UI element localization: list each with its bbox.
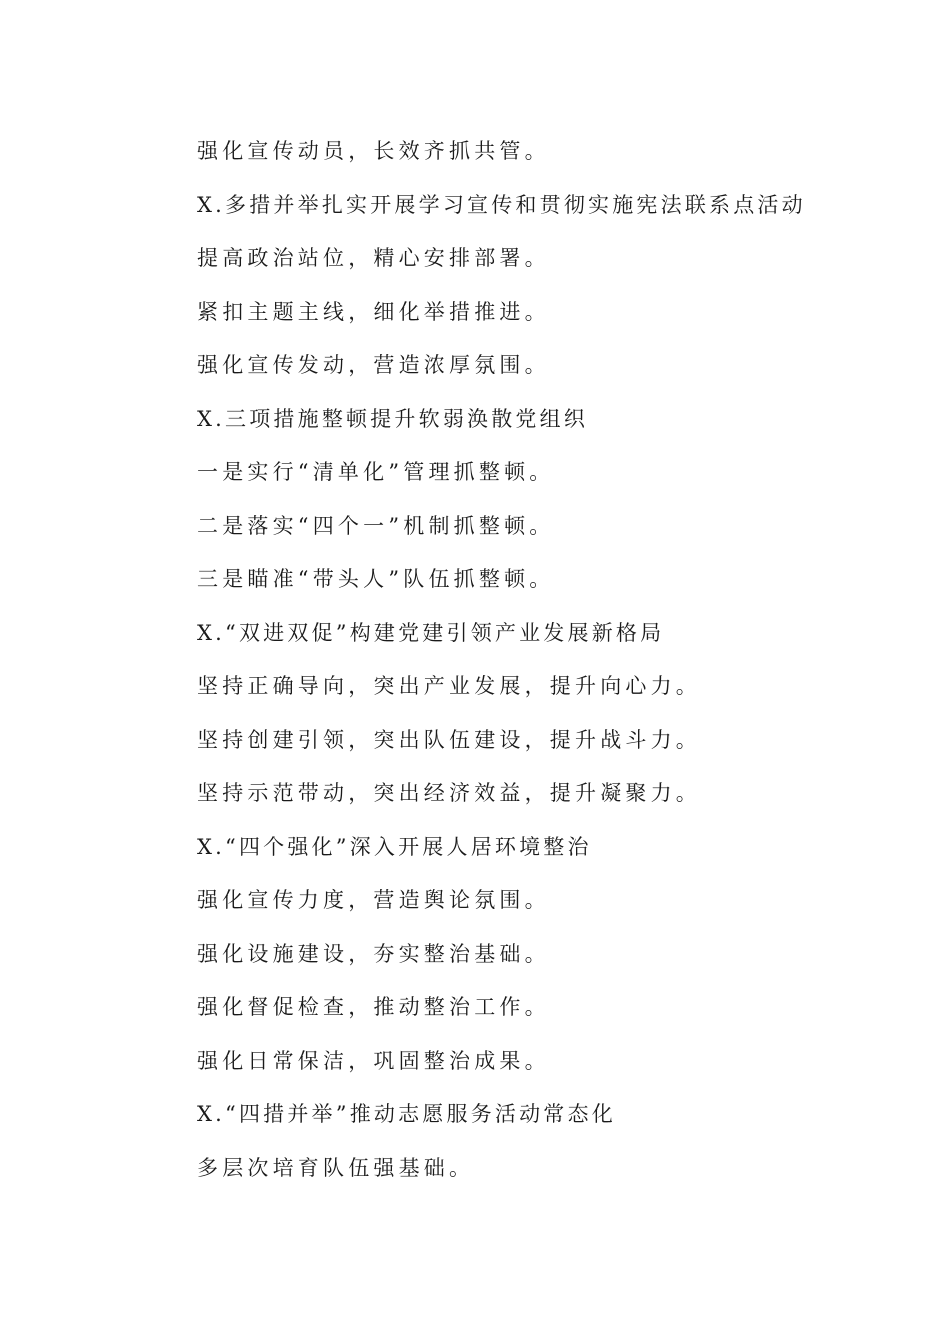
body-paragraph: 三是瞄准“带头人”队伍抓整顿。 <box>197 567 555 591</box>
body-paragraph: 坚持创建引领，突出队伍建设，提升战斗力。 <box>197 727 701 752</box>
body-paragraph: 坚持正确导向，突出产业发展，提升向心力。 <box>197 674 701 698</box>
section-heading: X.多措并举扎实开展学习宣传和贯彻实施宪法联系点活动 <box>197 192 806 217</box>
section-heading: X.“四措并举”推动志愿服务活动常态化 <box>197 1102 616 1126</box>
section-heading: X.“四个强化”深入开展人居环境整治 <box>197 834 592 859</box>
body-paragraph: 强化宣传发动，营造浓厚氛围。 <box>197 353 550 377</box>
body-paragraph: 一是实行“清单化”管理抓整顿。 <box>197 460 555 484</box>
body-paragraph: 强化设施建设，夯实整治基础。 <box>197 941 550 966</box>
section-heading: X.三项措施整顿提升软弱涣散党组织 <box>197 406 589 431</box>
body-paragraph: 强化日常保洁，巩固整治成果。 <box>197 1048 550 1073</box>
body-paragraph: 多层次培育队伍强基础。 <box>197 1155 475 1180</box>
body-paragraph: 提高政治站位，精心安排部署。 <box>197 246 550 270</box>
section-heading: X.“双进双促”构建党建引领产业发展新格局 <box>197 620 665 645</box>
document-body <box>197 133 897 1203</box>
body-paragraph: 强化宣传力度，营造舆论氛围。 <box>197 888 550 912</box>
body-paragraph: 紧扣主题主线，细化举措推进。 <box>197 299 550 324</box>
body-paragraph: 坚持示范带动，突出经济效益，提升凝聚力。 <box>197 781 701 805</box>
body-paragraph: 强化督促检查，推动整治工作。 <box>197 995 550 1019</box>
body-paragraph: 二是落实“四个一”机制抓整顿。 <box>197 513 555 538</box>
body-paragraph: 强化宣传动员，长效齐抓共管。 <box>197 139 550 163</box>
